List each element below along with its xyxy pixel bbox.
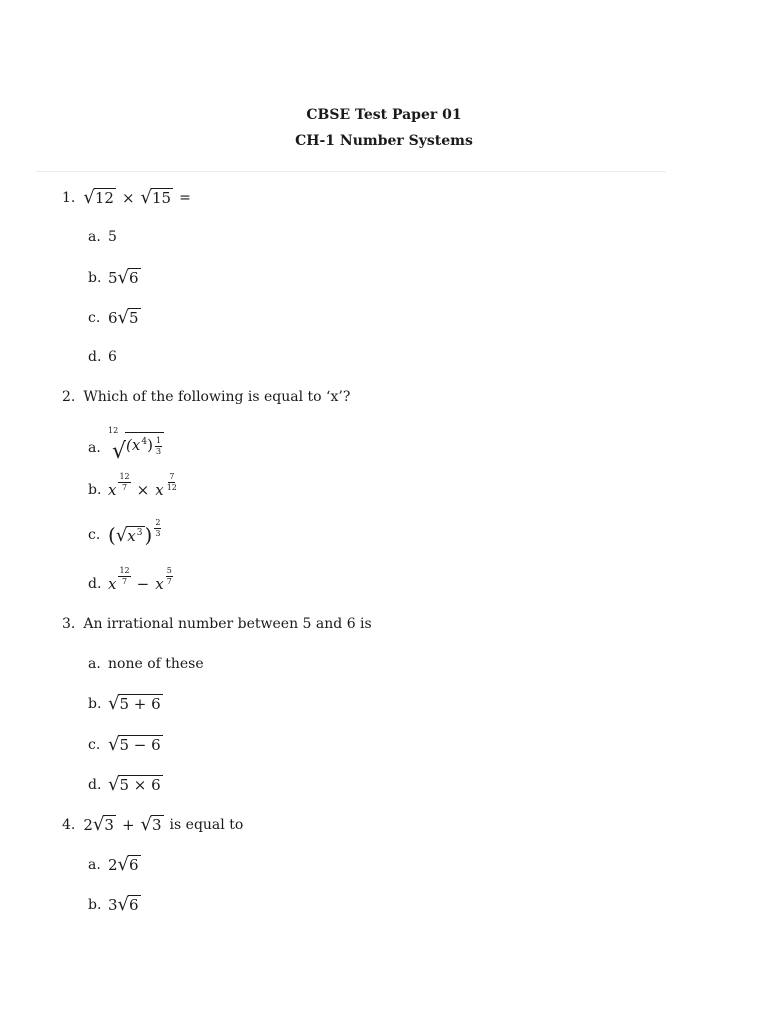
question-2 bbox=[62, 389, 350, 405]
option-1b[interactable] bbox=[88, 268, 141, 287]
option-label: d. bbox=[88, 349, 102, 365]
equals-sign: = bbox=[179, 189, 191, 206]
option-text: 6 bbox=[108, 349, 117, 365]
question-1 bbox=[62, 188, 191, 207]
page-subtitle: CH-1 Number Systems bbox=[295, 133, 473, 149]
option-3a[interactable] bbox=[88, 656, 204, 672]
question-text: An irrational number between 5 and 6 is bbox=[83, 616, 372, 632]
option-math: 6 √ 5 bbox=[108, 307, 139, 328]
option-math: √ 5 + 6 bbox=[108, 693, 161, 714]
option-label: a. bbox=[88, 856, 101, 873]
question-4 bbox=[62, 815, 243, 834]
option-math: 5 √ 6 bbox=[108, 267, 139, 288]
option-3d[interactable] bbox=[88, 775, 163, 794]
option-label: d. bbox=[88, 776, 102, 793]
divider bbox=[36, 171, 666, 172]
option-3b[interactable] bbox=[88, 694, 163, 713]
option-1c[interactable] bbox=[88, 308, 141, 327]
option-2a[interactable] bbox=[88, 426, 164, 464]
option-label: a. bbox=[88, 656, 101, 672]
option-2b[interactable] bbox=[88, 472, 178, 499]
option-3c[interactable] bbox=[88, 735, 163, 754]
question-4-expression: 2 √ 3 + √ 3 bbox=[83, 814, 162, 835]
page-title: CBSE Test Paper 01 bbox=[306, 107, 462, 123]
question-number: 3. bbox=[62, 616, 76, 632]
question-text: is equal to bbox=[169, 816, 244, 833]
option-label: b. bbox=[88, 269, 102, 286]
option-label: b. bbox=[88, 481, 102, 498]
option-2d[interactable] bbox=[88, 566, 173, 593]
option-math: 3 √ 6 bbox=[108, 894, 139, 915]
option-label: b. bbox=[88, 695, 102, 712]
option-math: √ 5 − 6 bbox=[108, 734, 161, 755]
option-math: x $\frac{12}{7}$ × x $\frac{7}{12}$ bbox=[108, 472, 177, 499]
option-1d[interactable] bbox=[88, 349, 117, 365]
option-label: c. bbox=[88, 309, 101, 326]
option-label: c. bbox=[88, 736, 101, 753]
question-number: 1. bbox=[62, 189, 76, 206]
option-label: b. bbox=[88, 896, 102, 913]
question-number: 2. bbox=[62, 389, 76, 405]
question-number: 4. bbox=[62, 816, 76, 833]
question-3 bbox=[62, 616, 372, 632]
option-label: d. bbox=[88, 575, 102, 592]
option-4a[interactable] bbox=[88, 855, 141, 874]
option-4b[interactable] bbox=[88, 895, 141, 914]
sqrt-12: √ 12 bbox=[83, 187, 114, 208]
option-label: a. bbox=[88, 439, 101, 456]
option-label: c. bbox=[88, 527, 101, 543]
question-1-expression: √ 12 × √ 15 bbox=[83, 187, 172, 208]
option-math: 2 √ 6 bbox=[108, 854, 139, 875]
option-label: a. bbox=[88, 229, 101, 245]
sqrt-15: √ 15 bbox=[140, 187, 172, 208]
question-text: Which of the following is equal to ‘x’? bbox=[83, 389, 351, 405]
option-text: 5 bbox=[108, 229, 117, 245]
option-2c[interactable] bbox=[88, 517, 161, 547]
option-math: 12 √ $(x^4)$ $\frac{1}{3}$ bbox=[108, 432, 164, 463]
option-math: √ 5 × 6 bbox=[108, 774, 161, 795]
option-text: none of these bbox=[108, 656, 204, 672]
option-math: ( √ $x^3$ ) $\frac{2}{3}$ bbox=[108, 517, 161, 547]
option-math: x $\frac{12}{7}$ − x $\frac{5}{7}$ bbox=[108, 566, 172, 593]
option-1a[interactable] bbox=[88, 229, 117, 245]
